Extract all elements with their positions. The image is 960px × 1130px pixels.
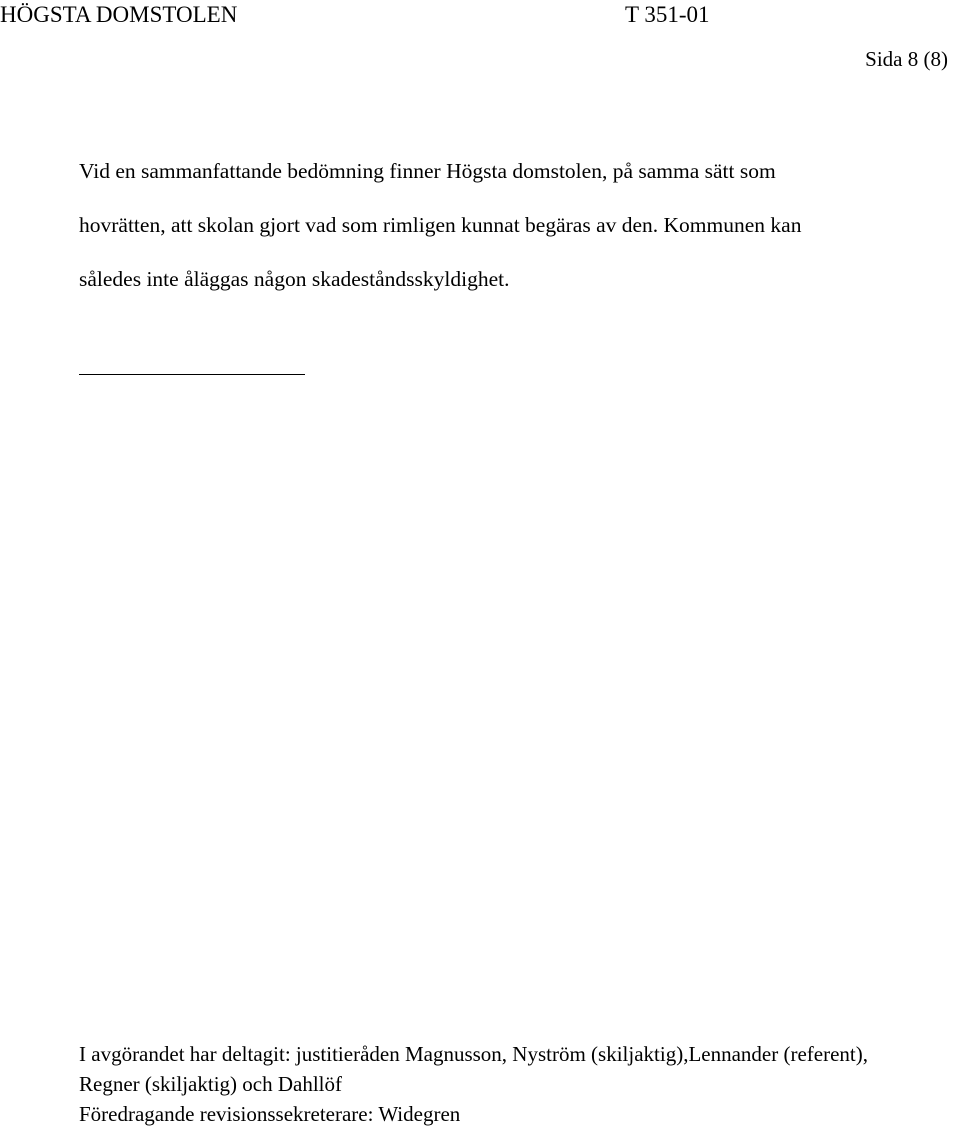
case-number: T 351-01	[625, 2, 710, 27]
paragraph-line: Vid en sammanfattande bedömning finner Högsta domstolen, på samma sätt som	[79, 159, 776, 183]
court-name: HÖGSTA DOMSTOLEN	[0, 2, 238, 27]
page-number: Sida 8 (8)	[865, 47, 948, 71]
judgment-paragraph	[79, 144, 959, 306]
participants-line: Regner (skiljaktig) och Dahllöf	[79, 1072, 343, 1096]
participants-line: I avgörandet har deltagit: justitieråden Magnusson, Nyström (skiljaktig),Lennander (referent),	[79, 1042, 868, 1066]
paragraph-line: således inte åläggas någon skadeståndsskyldighet.	[79, 267, 510, 291]
participants-note	[79, 1039, 959, 1129]
rapporteur-line: Föredragande revisionssekreterare: Widegren	[79, 1102, 461, 1126]
paragraph-line: hovrätten, att skolan gjort vad som rimligen kunnat begäras av den. Kommunen kan	[79, 213, 802, 237]
separator-rule	[79, 374, 305, 375]
